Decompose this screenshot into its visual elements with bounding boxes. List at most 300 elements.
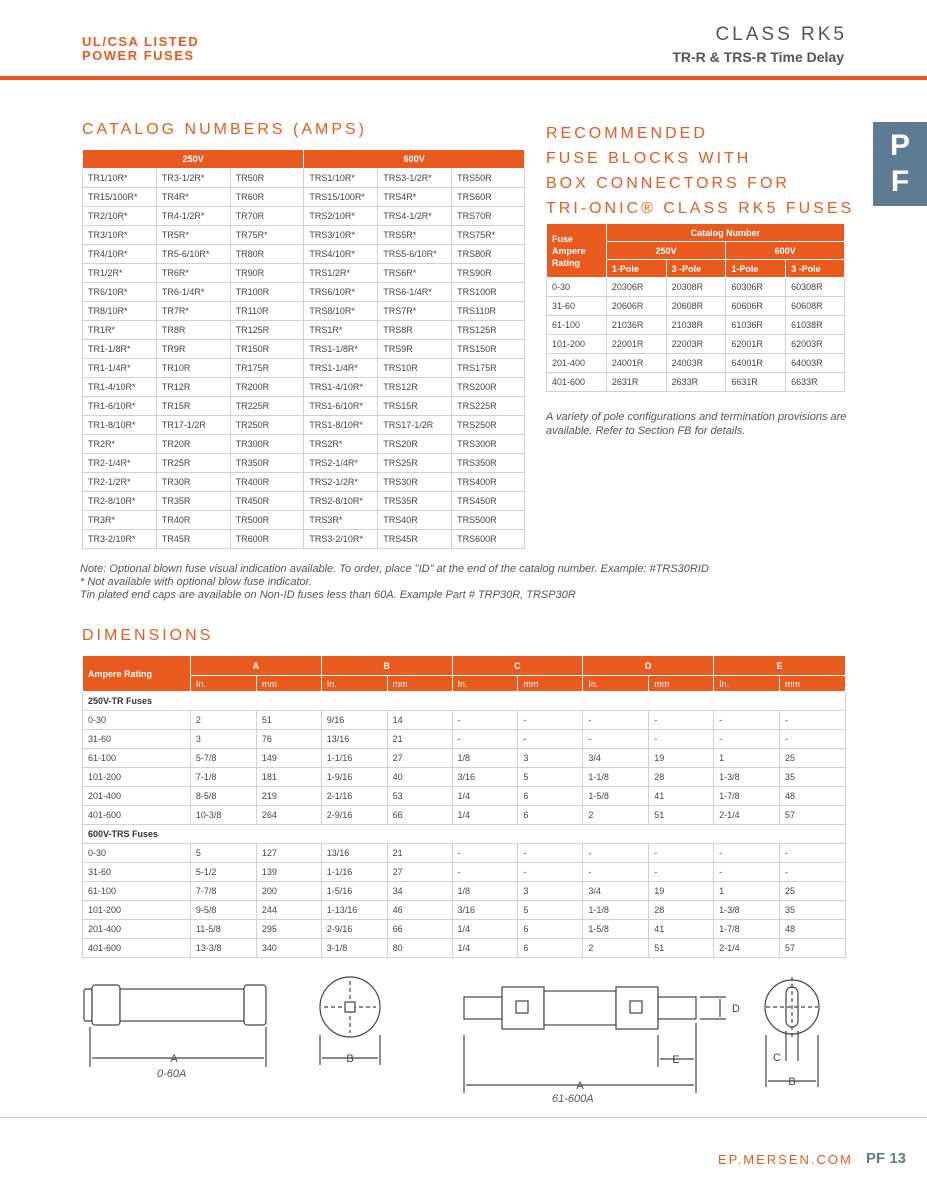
catalog-cell: TRS6/10R*	[304, 283, 378, 302]
dimensions-cell: 1/8	[452, 882, 518, 901]
recommended-cell: 31-60	[547, 297, 607, 316]
dimensions-cell: -	[452, 863, 518, 882]
dimensions-cell: 1/4	[452, 939, 518, 958]
dimensions-cell: -	[649, 844, 714, 863]
recommended-cell: 62001R	[726, 335, 786, 354]
dimensions-units-row	[83, 676, 846, 692]
catalog-cell: TRS4-1/2R*	[378, 207, 452, 226]
dimensions-unit-header: In.	[583, 676, 649, 692]
catalog-cell: TRS35R	[378, 492, 452, 511]
catalog-note-1: Note: Optional blown fuse visual indication available. To order, place "ID" at the end of the catalog number. Example: #TRS30RID	[80, 563, 709, 575]
catalog-cell: TR25R	[156, 454, 230, 473]
catalog-cell: TRS1-4/10R*	[304, 378, 378, 397]
catalog-cell: TR7R*	[156, 302, 230, 321]
catalog-cell: TR12R	[156, 378, 230, 397]
dimensions-cell: -	[518, 863, 583, 882]
dimensions-cell: -	[649, 730, 714, 749]
dimensions-cell: -	[714, 711, 780, 730]
dimensions-unit-header: mm	[649, 676, 714, 692]
dimensions-cell: 1-3/8	[714, 901, 780, 920]
catalog-header-600v: 600V	[304, 150, 525, 169]
catalog-row	[83, 473, 525, 492]
recommended-cell: 61038R	[786, 316, 845, 335]
dimensions-cell: 13/16	[321, 844, 387, 863]
dimensions-cell: 6	[518, 806, 583, 825]
dimensions-cell: 14	[387, 711, 452, 730]
catalog-cell: TR5-6/10R*	[156, 245, 230, 264]
recommended-title-line2: FUSE BLOCKS WITH	[546, 150, 752, 167]
catalog-cell: TRS175R	[452, 359, 525, 378]
catalog-cell: TR1-6/10R*	[83, 397, 157, 416]
dimensions-cell: -	[780, 730, 846, 749]
dimensions-row	[83, 730, 846, 749]
header-category-line2: POWER FUSES	[82, 48, 195, 63]
catalog-cell: TR4/10R*	[83, 245, 157, 264]
dimensions-cell: 5	[518, 768, 583, 787]
catalog-row	[83, 397, 525, 416]
catalog-cell: TRS3-1/2R*	[378, 169, 452, 188]
catalog-header-250v: 250V	[83, 150, 304, 169]
catalog-row	[83, 321, 525, 340]
dimensions-cell: 25	[780, 749, 846, 768]
dimensions-cell: 1-7/8	[714, 920, 780, 939]
dimensions-cell: 21	[387, 730, 452, 749]
catalog-cell: TRS1/10R*	[304, 169, 378, 188]
recommended-header-250v-1pole: 1-Pole	[606, 260, 666, 278]
catalog-cell: TRS2R*	[304, 435, 378, 454]
recommended-cell: 60606R	[726, 297, 786, 316]
catalog-cell: TR8/10R*	[83, 302, 157, 321]
recommended-row	[547, 354, 845, 373]
footer-divider	[0, 1117, 927, 1118]
recommended-cell: 6633R	[786, 373, 845, 392]
fuse-large-end-view	[765, 977, 819, 1087]
catalog-row	[83, 245, 525, 264]
recommended-cell: 2633R	[666, 373, 726, 392]
dimensions-cell: 127	[256, 844, 321, 863]
catalog-cell: TR40R	[156, 511, 230, 530]
catalog-cell: TR4R*	[156, 188, 230, 207]
dimensions-cell: 61-100	[83, 749, 191, 768]
catalog-cell: TRS1-1/4R*	[304, 359, 378, 378]
dimensions-cell: 200	[256, 882, 321, 901]
header-category	[82, 35, 199, 63]
catalog-row	[83, 188, 525, 207]
catalog-cell: TR400R	[230, 473, 304, 492]
catalog-cell: TRS150R	[452, 340, 525, 359]
recommended-cell: 22003R	[666, 335, 726, 354]
dimensions-cell: 2-1/4	[714, 806, 780, 825]
catalog-cell: TRS1-8/10R*	[304, 416, 378, 435]
catalog-cell: TRS9R	[378, 340, 452, 359]
catalog-cell: TR15R	[156, 397, 230, 416]
catalog-row	[83, 530, 525, 549]
recommended-body	[547, 278, 845, 392]
catalog-cell: TR110R	[230, 302, 304, 321]
recommended-cell: 0-30	[547, 278, 607, 297]
catalog-cell: TRS5R*	[378, 226, 452, 245]
dimensions-cell: 31-60	[83, 730, 191, 749]
catalog-title: CATALOG NUMBERS (AMPS)	[82, 121, 367, 138]
dimensions-cell: 8-5/8	[190, 787, 256, 806]
dimensions-cell: 35	[780, 901, 846, 920]
catalog-cell: TRS90R	[452, 264, 525, 283]
dimensions-cell: 66	[387, 920, 452, 939]
fuse-small-end-view	[320, 977, 380, 1065]
fuse-large-side-view	[464, 987, 726, 1093]
dimensions-cell: 46	[387, 901, 452, 920]
catalog-cell: TRS3-2/10R*	[304, 530, 378, 549]
recommended-cell: 60308R	[786, 278, 845, 297]
dimensions-cell: 401-600	[83, 939, 191, 958]
dimensions-title: DIMENSIONS	[82, 627, 214, 644]
dimensions-cell: -	[518, 730, 583, 749]
catalog-cell: TR300R	[230, 435, 304, 454]
dimensions-cell: 3/4	[583, 749, 649, 768]
catalog-row	[83, 169, 525, 188]
recommended-cell: 61036R	[726, 316, 786, 335]
recommended-cell: 20606R	[606, 297, 666, 316]
dimensions-cell: 11-5/8	[190, 920, 256, 939]
catalog-cell: TRS12R	[378, 378, 452, 397]
catalog-cell: TR1-1/4R*	[83, 359, 157, 378]
dimensions-cell: 1-3/8	[714, 768, 780, 787]
dimensions-cell: 1-1/8	[583, 901, 649, 920]
dimensions-row	[83, 749, 846, 768]
dimensions-cell: 7-7/8	[190, 882, 256, 901]
section-tab-letter-1: P	[889, 129, 910, 162]
recommended-cell: 21038R	[666, 316, 726, 335]
catalog-cell: TRS8R	[378, 321, 452, 340]
dimensions-cell: 1-1/16	[321, 863, 387, 882]
dimensions-cell: 101-200	[83, 768, 191, 787]
catalog-cell: TRS450R	[452, 492, 525, 511]
dimensions-cell: -	[780, 844, 846, 863]
recommended-title-line3: BOX CONNECTORS FOR	[546, 175, 790, 192]
dimensions-cell: -	[714, 730, 780, 749]
catalog-note-2: * Not available with optional blow fuse indicator.	[80, 576, 312, 588]
dimensions-cell: 53	[387, 787, 452, 806]
catalog-cell: TRS200R	[452, 378, 525, 397]
catalog-row	[83, 302, 525, 321]
dimensions-cell: 27	[387, 863, 452, 882]
dimensions-cell: 21	[387, 844, 452, 863]
catalog-cell: TR150R	[230, 340, 304, 359]
dimensions-cell: 1-1/8	[583, 768, 649, 787]
catalog-cell: TR1/2R*	[83, 264, 157, 283]
dimensions-cell: 66	[387, 806, 452, 825]
recommended-cell: 101-200	[547, 335, 607, 354]
dimensions-cell: 61-100	[83, 882, 191, 901]
catalog-cell: TR100R	[230, 283, 304, 302]
catalog-cell: TRS60R	[452, 188, 525, 207]
dimensions-cell: 201-400	[83, 920, 191, 939]
dimensions-cell: 2-1/16	[321, 787, 387, 806]
dimensions-cell: 1-5/8	[583, 920, 649, 939]
recommended-cell: 62003R	[786, 335, 845, 354]
catalog-cell: TRS1-6/10R*	[304, 397, 378, 416]
catalog-cell: TR125R	[230, 321, 304, 340]
dimensions-cell: 201-400	[83, 787, 191, 806]
dimensions-row	[83, 806, 846, 825]
dimensions-cell: 0-30	[83, 711, 191, 730]
dimensions-cell: 25	[780, 882, 846, 901]
dimensions-header-a: A	[190, 656, 321, 676]
dimensions-row	[83, 787, 846, 806]
catalog-cell: TRS50R	[452, 169, 525, 188]
dimensions-cell: 2	[190, 711, 256, 730]
header-subtitle: TR-R & TRS-R Time Delay	[672, 49, 844, 65]
footer-website-link[interactable]: EP.MERSEN.COM	[718, 1152, 853, 1167]
caption-61-600a: 61-600A	[552, 1093, 594, 1105]
catalog-cell: TR200R	[230, 378, 304, 397]
dimensions-cell: -	[714, 844, 780, 863]
catalog-cell: TRS1R*	[304, 321, 378, 340]
catalog-row	[83, 207, 525, 226]
dimensions-cell: 0-30	[83, 844, 191, 863]
catalog-cell: TRS125R	[452, 321, 525, 340]
recommended-table	[546, 223, 845, 392]
dimensions-cell: -	[452, 844, 518, 863]
catalog-cell: TRS500R	[452, 511, 525, 530]
catalog-cell: TR5R*	[156, 226, 230, 245]
dim-label-c-large: C	[773, 1052, 781, 1064]
catalog-cell: TR30R	[156, 473, 230, 492]
recommended-header-250v-3pole: 3 -Pole	[666, 260, 726, 278]
recommended-cell: 20306R	[606, 278, 666, 297]
dimensions-cell: 35	[780, 768, 846, 787]
recommended-header-600v-1pole: 1-Pole	[726, 260, 786, 278]
dimensions-unit-header: mm	[780, 676, 846, 692]
dimensions-cell: -	[583, 711, 649, 730]
dimensions-cell: 9-5/8	[190, 901, 256, 920]
section-tab-letter-2: F	[890, 165, 910, 198]
catalog-cell: TR2-1/2R*	[83, 473, 157, 492]
dimensions-cell: 2-1/4	[714, 939, 780, 958]
catalog-cell: TRS6-1/4R*	[378, 283, 452, 302]
recommended-title-line4: TRI-ONIC® CLASS RK5 FUSES	[546, 200, 855, 217]
catalog-cell: TRS40R	[378, 511, 452, 530]
dimensions-row	[83, 939, 846, 958]
recommended-cell: 20308R	[666, 278, 726, 297]
dimensions-header-rating: Ampere Rating	[83, 656, 191, 692]
catalog-cell: TRS100R	[452, 283, 525, 302]
catalog-cell: TRS4R*	[378, 188, 452, 207]
dimensions-cell: 10-3/8	[190, 806, 256, 825]
dimensions-cell: 219	[256, 787, 321, 806]
catalog-cell: TR4-1/2R*	[156, 207, 230, 226]
dimensions-cell: 1-7/8	[714, 787, 780, 806]
catalog-cell: TR8R	[156, 321, 230, 340]
dimensions-cell: 1-5/8	[583, 787, 649, 806]
dimensions-cell: 1/4	[452, 920, 518, 939]
dimensions-cell: 3-1/8	[321, 939, 387, 958]
dimensions-cell: -	[714, 863, 780, 882]
catalog-cell: TR6-1/4R*	[156, 283, 230, 302]
dim-label-d-large: D	[732, 1003, 740, 1015]
dimensions-cell: 9/16	[321, 711, 387, 730]
recommended-cell: 60608R	[786, 297, 845, 316]
dimensions-cell: 2-9/16	[321, 806, 387, 825]
dimensions-row	[83, 863, 846, 882]
dimensions-row	[83, 711, 846, 730]
dimensions-cell: 27	[387, 749, 452, 768]
catalog-cell: TR1/10R*	[83, 169, 157, 188]
dimensions-cell: 31-60	[83, 863, 191, 882]
dimensions-cell: -	[649, 711, 714, 730]
catalog-cell: TR35R	[156, 492, 230, 511]
dimensions-cell: 7-1/8	[190, 768, 256, 787]
recommended-title	[546, 121, 854, 221]
dimensions-body-250v	[83, 711, 846, 825]
recommended-note: A variety of pole configurations and termination provisions are available. Refer to Section FB for details.	[546, 411, 847, 437]
catalog-cell: TR3/10R*	[83, 226, 157, 245]
dimensions-cell: 3/4	[583, 882, 649, 901]
catalog-notes	[80, 563, 709, 602]
dimensions-cell: -	[518, 844, 583, 863]
catalog-cell: TRS5-6/10R*	[378, 245, 452, 264]
dimensions-cell: 3	[190, 730, 256, 749]
catalog-cell: TRS15R	[378, 397, 452, 416]
catalog-cell: TR250R	[230, 416, 304, 435]
dimensions-cell: 2	[583, 939, 649, 958]
recommended-cell: 20608R	[666, 297, 726, 316]
dimensions-cell: 1	[714, 749, 780, 768]
catalog-cell: TR75R*	[230, 226, 304, 245]
dimensions-cell: 2-9/16	[321, 920, 387, 939]
dimensions-row	[83, 920, 846, 939]
header-class: CLASS RK5	[715, 24, 847, 45]
recommended-row	[547, 316, 845, 335]
recommended-cell: 24001R	[606, 354, 666, 373]
recommended-header-catalog: Catalog Number	[606, 224, 844, 242]
catalog-note-3: Tin plated end caps are available on Non-ID fuses less than 60A. Example Part # TRP30R, TRSP30R	[80, 589, 576, 601]
dimensions-cell: 3	[518, 749, 583, 768]
dimensions-section-250v: 250V-TR Fuses	[83, 692, 846, 711]
catalog-cell: TR3-2/10R*	[83, 530, 157, 549]
dimensions-cell: 28	[649, 901, 714, 920]
recommended-header-rating: Fuse Ampere Rating	[547, 224, 607, 278]
recommended-cell: 64003R	[786, 354, 845, 373]
catalog-cell: TR350R	[230, 454, 304, 473]
catalog-cell: TR2-1/4R*	[83, 454, 157, 473]
catalog-cell: TRS80R	[452, 245, 525, 264]
catalog-cell: TRS110R	[452, 302, 525, 321]
catalog-cell: TR6/10R*	[83, 283, 157, 302]
catalog-cell: TRS20R	[378, 435, 452, 454]
catalog-cell: TR90R	[230, 264, 304, 283]
dimensions-cell: -	[780, 711, 846, 730]
dimensions-cell: -	[452, 711, 518, 730]
recommended-row	[547, 335, 845, 354]
recommended-header-600v-3pole: 3 -Pole	[786, 260, 845, 278]
dimensions-header-e: E	[714, 656, 846, 676]
recommended-row	[547, 278, 845, 297]
catalog-row	[83, 359, 525, 378]
dimensions-unit-header: In.	[321, 676, 387, 692]
catalog-cell: TRS6R*	[378, 264, 452, 283]
recommended-cell: 60306R	[726, 278, 786, 297]
catalog-row	[83, 511, 525, 530]
dimensions-cell: 57	[780, 939, 846, 958]
dimensions-body-600v	[83, 844, 846, 958]
dimensions-cell: 34	[387, 882, 452, 901]
catalog-cell: TR600R	[230, 530, 304, 549]
dimensions-cell: 1-9/16	[321, 768, 387, 787]
dimensions-cell: 1-1/16	[321, 749, 387, 768]
catalog-cell: TR2R*	[83, 435, 157, 454]
dimensions-cell: 3/16	[452, 901, 518, 920]
recommended-cell: 64001R	[726, 354, 786, 373]
dimensions-cell: 401-600	[83, 806, 191, 825]
catalog-cell: TR3-1/2R*	[156, 169, 230, 188]
catalog-cell: TRS4/10R*	[304, 245, 378, 264]
catalog-cell: TRS350R	[452, 454, 525, 473]
catalog-cell: TR450R	[230, 492, 304, 511]
catalog-row	[83, 264, 525, 283]
catalog-cell: TRS225R	[452, 397, 525, 416]
catalog-cell: TRS10R	[378, 359, 452, 378]
dimensions-unit-header: mm	[518, 676, 583, 692]
dimensions-cell: 19	[649, 882, 714, 901]
catalog-cell: TRS25R	[378, 454, 452, 473]
catalog-cell: TRS2-1/4R*	[304, 454, 378, 473]
dimensions-cell: 6	[518, 920, 583, 939]
dimensions-cell: 139	[256, 863, 321, 882]
dimensions-section-600v: 600V-TRS Fuses	[83, 825, 846, 844]
catalog-cell: TRS2-1/2R*	[304, 473, 378, 492]
dimensions-cell: 28	[649, 768, 714, 787]
dimensions-cell: 244	[256, 901, 321, 920]
dimensions-header-d: D	[583, 656, 714, 676]
recommended-cell: 21036R	[606, 316, 666, 335]
dimensions-cell: 3	[518, 882, 583, 901]
dimensions-cell: 76	[256, 730, 321, 749]
catalog-row	[83, 416, 525, 435]
dimensions-cell: 19	[649, 749, 714, 768]
dimensions-cell: -	[780, 863, 846, 882]
dimensions-row	[83, 882, 846, 901]
dimensions-cell: 57	[780, 806, 846, 825]
catalog-row	[83, 378, 525, 397]
catalog-cell: TR80R	[230, 245, 304, 264]
dimensions-cell: -	[452, 730, 518, 749]
catalog-row	[83, 283, 525, 302]
header-category-line1: UL/CSA LISTED	[82, 34, 200, 49]
dimensions-cell: 149	[256, 749, 321, 768]
catalog-cell: TR10R	[156, 359, 230, 378]
dimensions-cell: 40	[387, 768, 452, 787]
dimensions-cell: 6	[518, 787, 583, 806]
catalog-cell: TR20R	[156, 435, 230, 454]
dimensions-cell: 13/16	[321, 730, 387, 749]
catalog-cell: TRS3R*	[304, 511, 378, 530]
fuse-drawings	[80, 975, 860, 1115]
catalog-cell: TR15/100R*	[83, 188, 157, 207]
dimensions-cell: 41	[649, 920, 714, 939]
catalog-cell: TR2/10R*	[83, 207, 157, 226]
recommended-row	[547, 297, 845, 316]
catalog-cell: TRS17-1/2R	[378, 416, 452, 435]
catalog-cell: TRS30R	[378, 473, 452, 492]
recommended-cell: 22001R	[606, 335, 666, 354]
catalog-cell: TR70R	[230, 207, 304, 226]
catalog-cell: TRS600R	[452, 530, 525, 549]
recommended-cell: 61-100	[547, 316, 607, 335]
dim-label-b-large: B	[788, 1076, 796, 1088]
catalog-row	[83, 226, 525, 245]
recommended-cell: 2631R	[606, 373, 666, 392]
